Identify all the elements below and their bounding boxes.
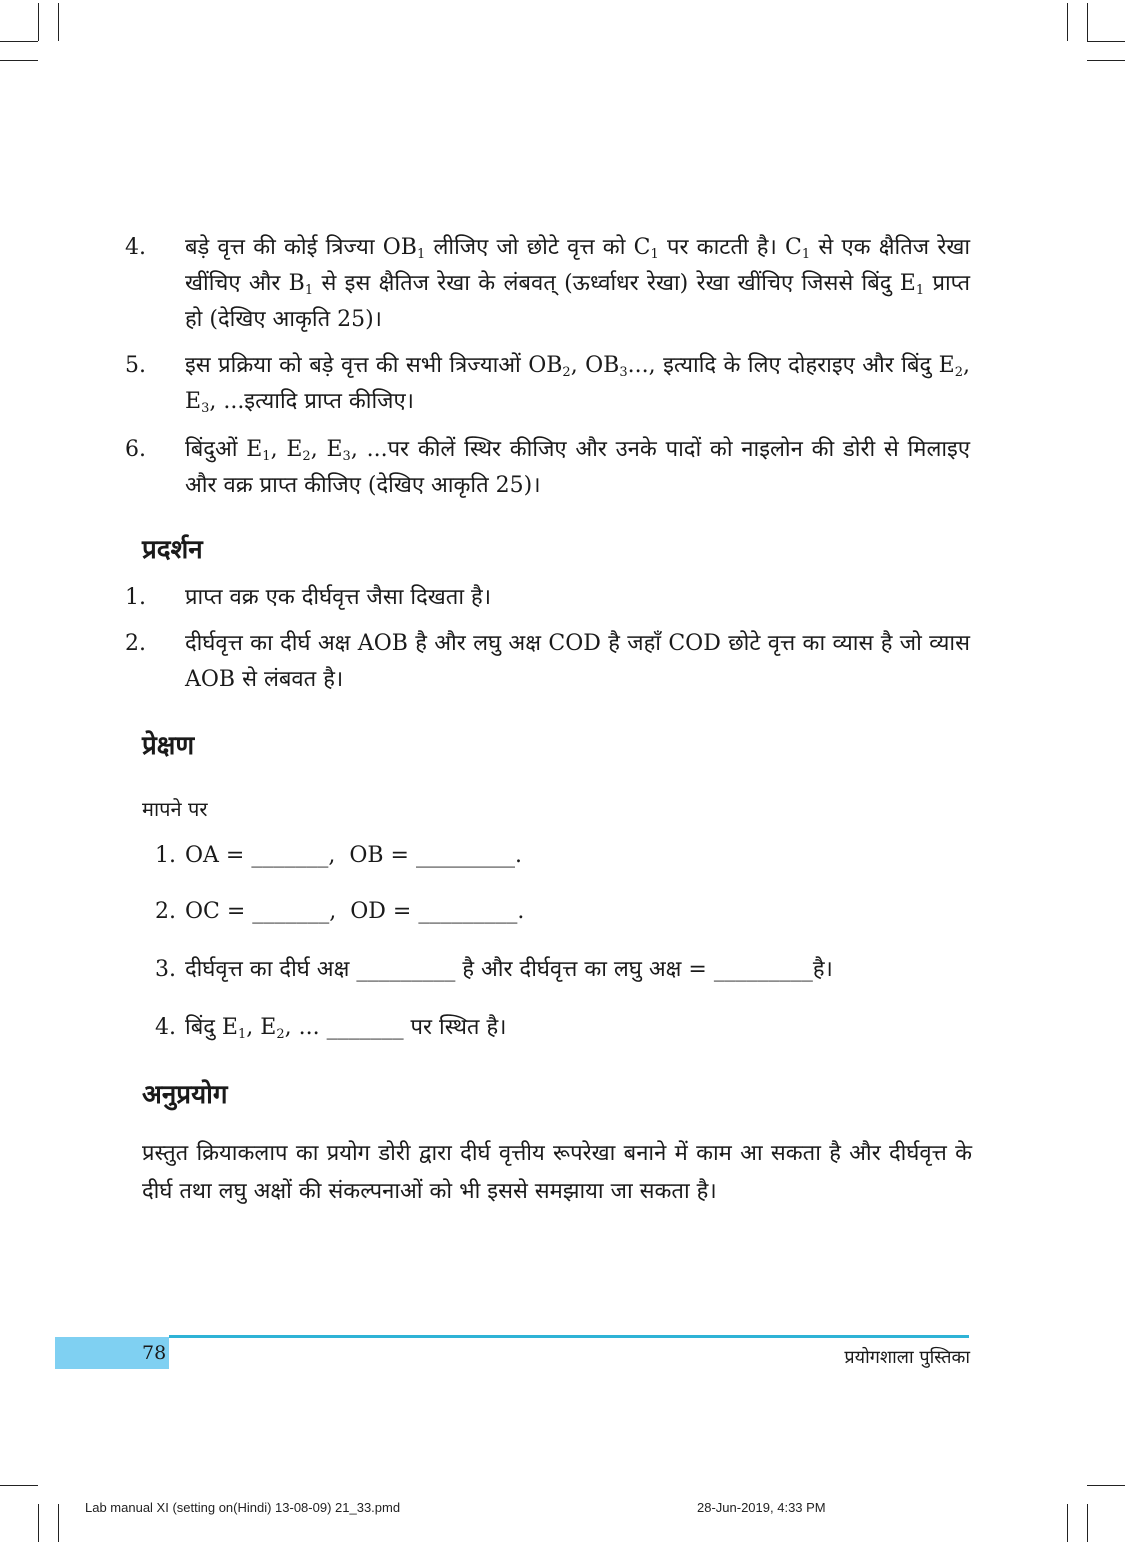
observation-item xyxy=(155,894,970,930)
crop-mark xyxy=(38,3,39,41)
observation-item xyxy=(155,1010,970,1046)
running-footer-title: प्रयोगशाला पुस्तिका xyxy=(844,1347,970,1368)
item-text: दीर्घवृत्त का दीर्घ अक्ष _________ है और दीर्घवृत्त का लघु अक्ष = _________है। xyxy=(185,957,833,982)
step-text: इस प्रक्रिया को बड़े वृत्त की सभी त्रिज्याओं $OB_2$, $OB_3$..., इत्यादि के लिए दोहराइए और बिंदु $E_2$, $E_3$, ...इत्यादि प्राप्त कीजिए। xyxy=(185,353,970,416)
crop-mark xyxy=(0,1485,38,1486)
crop-mark xyxy=(1087,41,1125,42)
item-number: 4. xyxy=(155,1015,176,1040)
crop-mark xyxy=(0,41,38,42)
application-text: प्रस्तुत क्रियाकलाप का प्रयोग डोरी द्वारा दीर्घ वृत्तीय रूपरेखा बनाने में काम आ सकता है और दीर्घवृत्त के दीर्घ तथा लघु अक्षों की संकल्पनाओं को भी इससे समझाया जा सकता है। xyxy=(142,1141,972,1204)
item-text: प्राप्त वक्र एक दीर्घवृत्त जैसा दिखता है। xyxy=(185,585,492,610)
crop-mark xyxy=(1067,1504,1068,1542)
crop-mark xyxy=(1067,3,1068,41)
section-heading-observation: प्रेक्षण xyxy=(142,731,195,761)
item-text: दीर्घवृत्त का दीर्घ अक्ष AOB है और लघु अक्ष COD है जहाँ COD छोटे वृत्त का व्यास है जो व्यास AOB से लंबवत है। xyxy=(185,631,970,692)
item-number: 1. xyxy=(125,585,146,610)
section-heading-demonstration: प्रदर्शन xyxy=(142,535,203,565)
item-text: बिंदु $E_1$, $E_2$, ... _______ पर स्थित है। xyxy=(185,1015,507,1042)
crop-mark xyxy=(1087,1485,1125,1486)
observation-intro: मापने पर xyxy=(142,797,208,821)
item-number: 1. xyxy=(155,843,176,868)
crop-mark xyxy=(1087,1504,1088,1542)
demonstration-item xyxy=(125,626,970,698)
page-number: 78 xyxy=(142,1342,167,1364)
step-item xyxy=(125,348,970,420)
section-heading-application: अनुप्रयोग xyxy=(142,1080,228,1110)
step-number: 4. xyxy=(125,235,146,260)
item-number: 3. xyxy=(155,957,176,982)
print-file-name: Lab manual XI (setting on(Hindi) 13-08-09) 21_33.pmd xyxy=(85,1500,401,1515)
step-item xyxy=(125,432,971,504)
print-timestamp: 28-Jun-2019, 4:33 PM xyxy=(697,1500,826,1515)
crop-mark xyxy=(1087,60,1125,61)
crop-mark xyxy=(58,1504,59,1542)
crop-mark xyxy=(0,60,38,61)
item-number: 2. xyxy=(125,631,146,656)
observation-item xyxy=(155,838,970,874)
footer-rule xyxy=(169,1335,969,1338)
demonstration-item xyxy=(125,580,970,616)
step-number: 6. xyxy=(125,437,146,462)
step-number: 5. xyxy=(125,353,146,378)
crop-mark xyxy=(38,1504,39,1542)
crop-mark xyxy=(58,3,59,41)
item-text: OC = _______, OD = _________. xyxy=(185,899,525,924)
item-text: OA = _______, OB = _________. xyxy=(185,843,522,868)
crop-mark xyxy=(1087,3,1088,41)
step-text: बिंदुओं $E_1$, $E_2$, $E_3$, ...पर कीलें स्थिर कीजिए और उनके पादों को नाइलोन की डोरी से मिलाइए और वक्र प्राप्त कीजिए (देखिए आकृति 25)। xyxy=(185,437,971,498)
step-item xyxy=(125,230,971,338)
item-number: 2. xyxy=(155,899,176,924)
observation-item xyxy=(155,952,970,988)
step-text: बड़े वृत्त की कोई त्रिज्या $OB_1$ लीजिए जो छोटे वृत्त को $C_1$ पर काटती है। $C_1$ से एक क्षैतिज रेखा खींचिए और $B_1$ से इस क्षैतिज रेखा के लंबवत् (ऊर्ध्वाधर रेखा) रेखा खींचिए जिससे बिंदु $E_1$ प्राप्त हो (देखिए आकृति 25)। xyxy=(185,235,971,332)
